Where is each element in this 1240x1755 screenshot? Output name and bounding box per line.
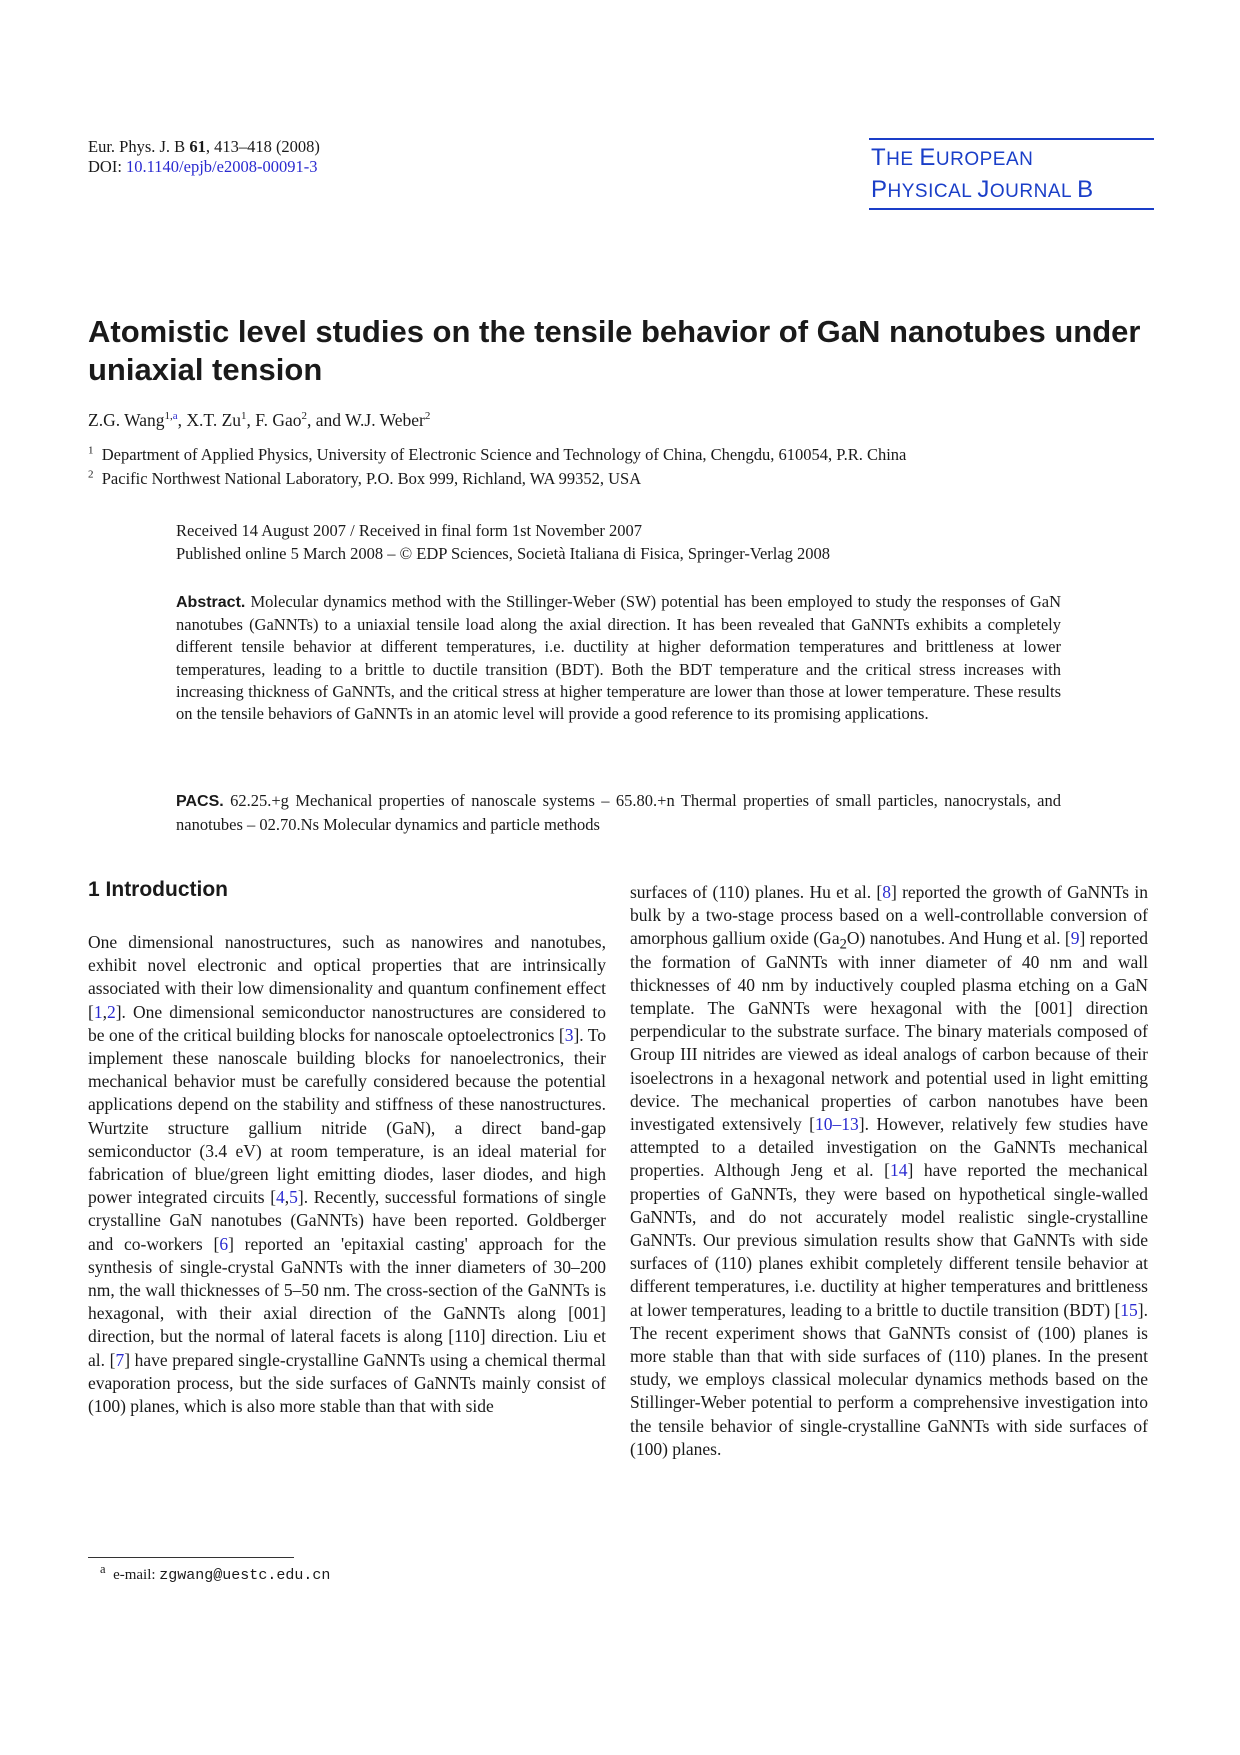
author-name: Z.G. Wang	[88, 410, 165, 430]
doi-line: DOI: 10.1140/epjb/e2008-00091-3	[88, 157, 318, 176]
abstract-text: Molecular dynamics method with the Stillinger-Weber (SW) potential has been employed to study the responses of GaN nanotubes (GaNNTs) to a uniaxial tensile load along the axial direction. It has been revealed that GaNNTs exhibits a completely different tensile behavior at different temperatures, i.e. ductility at higher deformation temperatures and brittleness at lower temperatures, leading to a brittle to ductile transition (BDT). Both the BDT temperature and the critical stress increases with increasing thickness of GaNNTs, and the critical stress at higher temperature are lower than those at lower temperature. These results on the tensile behaviors of GaNNTs in an atomic level will provide a good reference to its promising applications.	[176, 592, 1062, 724]
body-column-left: One dimensional nanostructures, such as nanowires and nanotubes, exhibit novel electronic and optical properties that are intrinsically associated with their low dimensionality and quantum confinement effect [1,2]. One dimensional semiconductor nanostructures are considered to be one of the critical building blocks for nanoscale optoelectronics [3]. To implement these nanoscale building blocks for nanoelectronics, their mechanical behavior must be carefully considered because the potential applications depend on the stability and stiffness of these nanostructures. Wurtzite structure gallium nitride (GaN), a direct band-gap semiconductor (3.4 eV) at room temperature, is an ideal material for fabrication of blue/green light emitting diodes, laser diodes, and high power integrated circuits [4,5]. Recently, successful formations of single crystalline GaN nanotubes (GaNNTs) have been reported. Goldberger and co-workers [6] reported an 'epitaxial casting' approach for the synthesis of single-crystal GaNNTs with the inner diameters of 30–200 nm, the wall thicknesses of 5–50 nm. The cross-section of the GaNNTs is hexagonal, with their axial direction of the GaNNTs along [001] direction, but the normal of lateral facets is along [110] direction. Liu et al. [7] have prepared single-crystalline GaNNTs using a chemical thermal evaporation process, but the side surfaces of GaNNTs mainly consist of (100) planes, which is also more stable than that with side	[88, 932, 606, 1417]
abstract-label: Abstract.	[176, 594, 246, 611]
reference-link[interactable]: 10–13	[815, 1114, 859, 1135]
author-list: Z.G. Wang$^{1,a}$, X.T. Zu$^1$, F. Gao$^2$, and W.J. Weber$^2$	[88, 410, 431, 430]
section-heading: 1 Introduction	[88, 878, 229, 901]
reference-link[interactable]: 6	[219, 1233, 229, 1254]
author-name: , X.T. Zu	[177, 410, 242, 430]
reference-link[interactable]: 1	[93, 1001, 103, 1022]
abstract	[176, 591, 1061, 725]
journal-logo-line2: PHYSICAL JOURNAL B	[871, 176, 1094, 203]
article-title: Atomistic level studies on the tensile behavior of GaN nanotubes under uniaxial tension	[88, 314, 1141, 387]
reference-link[interactable]: 15	[1120, 1299, 1138, 1320]
journal-citation: Eur. Phys. J. B 61, 413–418 (2008)	[88, 137, 320, 156]
pacs-label: PACS.	[176, 793, 224, 810]
affiliation-2: $^2$ Pacific Northwest National Laboratory, P.O. Box 999, Richland, WA 99352, USA	[88, 468, 642, 488]
affiliation-1: $^1$ Department of Applied Physics, University of Electronic Science and Technology of China, Chengdu, 610054, P.R. China	[88, 444, 907, 464]
footnote: $^a$ e-mail: zgwang@uestc.edu.cn	[100, 1562, 331, 1584]
reference-link[interactable]: 5	[289, 1187, 298, 1208]
reference-link[interactable]: 3	[564, 1024, 574, 1045]
reference-link[interactable]: 8	[882, 882, 891, 902]
citation-block	[88, 137, 320, 177]
received-dates: Received 14 August 2007 / Received in final form 1st November 2007	[176, 521, 643, 540]
published-info: Published online 5 March 2008 – © EDP Sciences, Società Italiana di Fisica, Springer-Verlag 2008	[176, 544, 831, 563]
reference-link[interactable]: 7	[115, 1349, 125, 1370]
email-address[interactable]: zgwang@uestc.edu.cn	[159, 1567, 331, 1584]
reference-link[interactable]: 2	[106, 1001, 116, 1022]
journal-logo	[869, 138, 1154, 210]
author-name: , and W.J. Weber	[307, 410, 425, 430]
pacs-text: 62.25.+g Mechanical properties of nanoscale systems – 65.80.+n Thermal properties of small particles, nanocrystals, and nanotubes – 02.70.Ns Molecular dynamics and particle methods	[176, 791, 1062, 834]
body-column-right: surfaces of (110) planes. Hu et al. [8] reported the growth of GaNNTs in bulk by a two-stage process based on a well-controllable conversion of amorphous gallium oxide $(Ga_2O)$ nanotubes. And Hung et al. [9] reported the formation of GaNNTs with inner diameter of 40 nm and wall thicknesses of 40 nm by inductively coupled plasma etching on a GaN template. The GaNNTs were hexagonal with the [001] direction perpendicular to the substrate surface. The binary materials composed of Group III nitrides are viewed as ideal analogs of carbon because of their isoelectrons in a hexagonal network and potential used in light emitting device. The mechanical properties of carbon nanotubes have been investigated extensively [10–13]. However, relatively few studies have attempted to a detailed investigation on the GaNNTs mechanical properties. Although Jeng et al. [14] have reported the mechanical properties of GaNNTs, they were based on hypothetical single-walled GaNNTs, and do not accurately model realistic single-crystalline GaNNTs. Our previous simulation results show that GaNNTs with side surfaces of (110) planes exhibit completely different tensile behavior at different temperatures, i.e. ductility at higher temperatures and brittleness at lower temperatures, leading to a brittle to ductile transition (BDT) [15]. The recent experiment shows that GaNNTs consist of (100) planes is more stable than that with side surfaces of (110) planes. In the present study, we employs classical molecular dynamics methods based on the Stillinger-Weber potential to perform a comprehensive investigation into the tensile behavior of single-crystalline GaNNTs with side surfaces of (100) planes.	[630, 882, 1148, 1459]
journal-logo-line1: THE EUROPEAN	[871, 144, 1034, 171]
footnote-link[interactable]: a	[172, 410, 178, 423]
reference-link[interactable]: 9	[1070, 928, 1080, 949]
footnote-divider	[88, 1557, 294, 1558]
doi-link[interactable]: 10.1140/epjb/e2008-00091-3	[126, 157, 318, 176]
reference-link[interactable]: 4	[276, 1187, 285, 1208]
reference-link[interactable]: 14	[889, 1160, 908, 1181]
author-name: , F. Gao	[246, 410, 302, 430]
pacs-codes	[176, 790, 1061, 836]
